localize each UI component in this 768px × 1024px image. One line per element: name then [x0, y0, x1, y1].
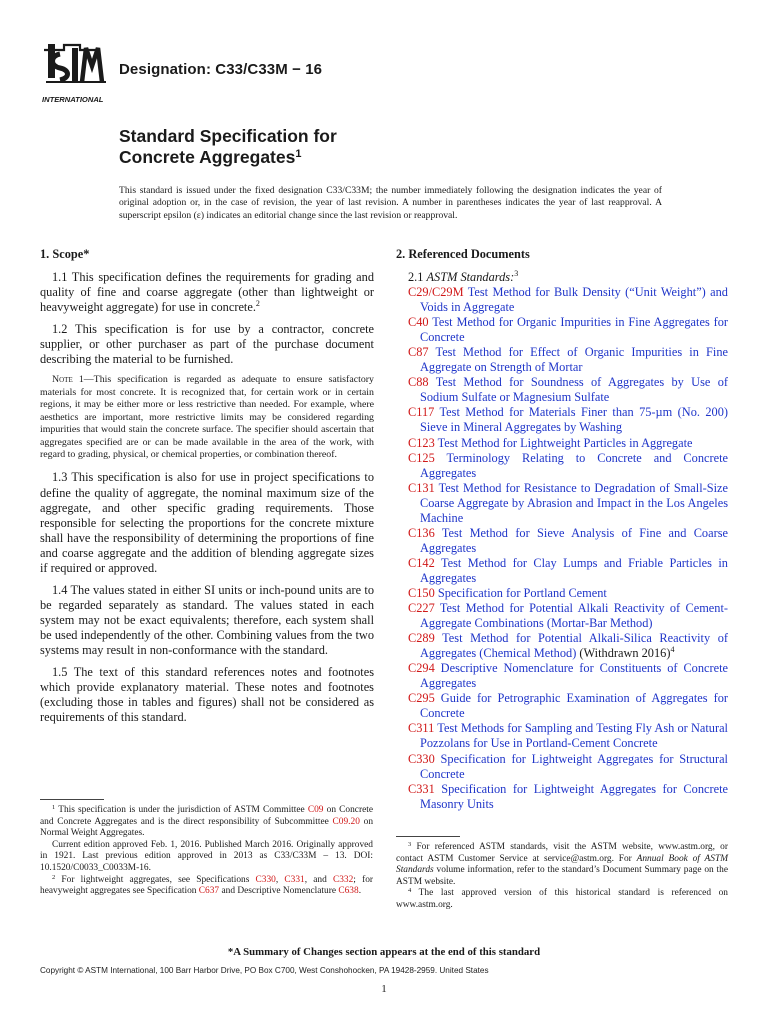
note-text: —This specification is regarded as adequate to ensure satisfactory materials for most concrete. It is recognized that, for certain work or in certain regions, it may be either more or less restrictive than needed. For example, where aesthetics are important, more restrictive limits may be considered regarding impurities that would stain the concrete surface. The specifier should ascertain that aggregates specified are or can be made available in the area of the work, with regard to grading, physical, or chemical properties, or combination thereof. — [40, 374, 374, 460]
fn4-text: The last approved version of this historical standard is referenced on www.astm.org. — [396, 888, 728, 910]
fn1-text-a: This specification is under the jurisdiction of ASTM Committee — [55, 805, 308, 815]
designation-note: This standard is issued under the fixed designation C33/C33M; the number immediately following the designation indicates the year of original adoption or, in the case of revision, the year of last revision. A number in parentheses indicates the year of last reapproval. A superscript epsilon (ε) indicates an editorial change since the last revision or reapproval. — [119, 185, 662, 221]
referenced-documents-heading: 2. Referenced Documents — [396, 247, 530, 261]
reference-title-link[interactable]: Test Method for Potential Alkali-Silica Reactivity of Aggregates (Chemical Method) — [420, 631, 728, 661]
reference-item — [396, 315, 728, 345]
reference-title-link[interactable]: Test Method for Bulk Density (“Unit Weight”) and Voids in Aggregate — [420, 285, 728, 315]
fn2-text-d: . — [358, 886, 362, 897]
fn2-text-b: ; for heavyweight aggregates see Specification — [40, 874, 374, 897]
note-label: Note 1 — [52, 374, 84, 386]
summary-of-changes-note: *A Summary of Changes section appears at the end of this standard — [227, 946, 541, 958]
scope-heading: 1. Scope* — [40, 247, 90, 261]
page-number: 1 — [381, 983, 387, 995]
reference-title-link[interactable]: Test Method for Effect of Organic Impurities in Fine Aggregate on Strength of Mortar — [420, 345, 728, 375]
reference-title-link[interactable]: Specification for Portland Cement — [437, 585, 607, 600]
footnote-rule-right — [396, 836, 460, 837]
reference-title-link[interactable]: Test Method for Clay Lumps and Friable Particles in Aggregates — [420, 555, 728, 585]
left-column — [40, 247, 374, 732]
reference-code-link[interactable]: C40 — [408, 315, 429, 330]
footnotes-left — [40, 805, 373, 898]
reference-title-link[interactable]: Test Method for Potential Alkali Reactivity of Cement-Aggregate Combinations (Mortar-Bar Method) — [420, 601, 728, 631]
link-c332[interactable]: C332 — [332, 874, 354, 885]
fn3-italic: Annual Book of ASTM Standards — [396, 853, 728, 876]
reference-item — [396, 345, 728, 375]
fn4-mark: 4 — [408, 887, 412, 895]
reference-code-link[interactable]: C330 — [408, 751, 435, 766]
reference-item — [396, 661, 728, 691]
reference-code-link[interactable]: C131 — [408, 480, 435, 495]
fn3-mark: 3 — [408, 841, 412, 848]
reference-code-link[interactable]: C311 — [408, 721, 435, 736]
scope-1-4: 1.4 The values stated in either SI units or inch-pound units are to be regarded separately as standard. The values stated in each system may not be exact equivalents; therefore, each system shall be used independently of the other. Combining values from the two systems may result in non-conformance with the standard. — [40, 582, 374, 657]
reference-item — [396, 451, 728, 481]
note-1 — [40, 374, 374, 461]
fn2-sep-2: , and — [304, 874, 333, 885]
reference-code-link[interactable]: C294 — [408, 661, 435, 676]
reference-withdrawn-note: (Withdrawn 2016) — [576, 646, 671, 661]
referenced-standards-list — [396, 285, 728, 812]
reference-item — [396, 721, 728, 751]
logo-text: INTERNATIONAL — [42, 95, 104, 104]
reference-item — [396, 556, 728, 586]
reference-code-link[interactable]: C87 — [408, 345, 429, 360]
reference-title-link[interactable]: Guide for Petrographic Examination of Aggregates for Concrete — [420, 691, 728, 721]
reference-code-link[interactable]: C123 — [408, 435, 435, 450]
fn1-text-c: on Normal Weight Aggregates. — [40, 816, 374, 839]
footnotes-right — [396, 842, 728, 912]
reference-code-link[interactable]: C29/C29M — [408, 285, 464, 300]
footnote-3 — [396, 842, 728, 888]
page-title — [119, 126, 337, 168]
footnote-mark-4[interactable]: 4 — [670, 645, 675, 655]
fn3-text-a: For referenced ASTM standards, visit the ASTM website, www.astm.org, or contact ASTM Customer Service at service@astm.org. For — [396, 842, 728, 864]
reference-item — [396, 691, 728, 721]
scope-1-5: 1.5 The text of this standard references notes and footnotes which provide explanatory material. These notes and footnotes (excluding those in tables and figures) shall not be considered as requirements of this standard. — [40, 665, 374, 725]
reference-item — [396, 481, 728, 526]
scope-1-1 — [40, 270, 374, 315]
scope-1-2: 1.2 This specification is for use by a contractor, concrete supplier, or other purchaser as part of the purchase document describing the material to be furnished. — [40, 322, 374, 367]
reference-item — [396, 586, 728, 601]
title-footnote-mark[interactable]: 1 — [295, 148, 302, 160]
reference-title-link[interactable]: Test Method for Sieve Analysis of Fine and Coarse Aggregates — [420, 525, 728, 555]
reference-title-link[interactable]: Terminology Relating to Concrete and Concrete Aggregates — [420, 450, 728, 480]
right-column — [396, 247, 728, 812]
link-c331[interactable]: C331 — [284, 874, 305, 885]
link-c638[interactable]: C638 — [338, 886, 359, 897]
reference-code-link[interactable]: C227 — [408, 601, 435, 616]
reference-title-link[interactable]: Descriptive Nomenclature for Constituents of Concrete Aggregates — [420, 661, 728, 691]
reference-code-link[interactable]: C117 — [408, 405, 435, 420]
designation: Designation: C33/C33M − 16 — [119, 61, 323, 78]
footnote-2 — [40, 875, 373, 898]
footnote-mark-2[interactable]: 2 — [255, 299, 260, 309]
fn2-mark: 2 — [52, 873, 56, 881]
reference-item — [396, 285, 728, 315]
reference-title-link[interactable]: Test Method for Materials Finer than 75-µm (No. 200) Sieve in Mineral Aggregates by Washing — [420, 405, 728, 435]
reference-title-link[interactable]: Test Method for Soundness of Aggregates by Use of Sodium Sulfate or Magnesium Sulfate — [420, 375, 728, 405]
reference-title-link[interactable]: Test Method for Resistance to Degradation of Small-Size Coarse Aggregate by Abrasion and Impact in the Los Angeles Machine — [420, 480, 728, 525]
link-c09[interactable]: C09 — [307, 805, 324, 815]
title-text: Concrete Aggregates — [119, 147, 296, 167]
fn2-sep-1: , — [275, 874, 285, 885]
reference-code-link[interactable]: C136 — [408, 525, 435, 540]
footnote-mark-3[interactable]: 3 — [514, 269, 519, 278]
scope-1-1-text: 1.1 This specification defines the requirements for grading and quality of fine and coarse aggregate (other than lightweight or heavyweight aggregate) for use in concrete. — [40, 270, 374, 315]
reference-title-link[interactable]: Test Method for Lightweight Particles in Aggregate — [437, 435, 693, 450]
fn2-text-a: For lightweight aggregates, see Specifications — [55, 874, 256, 885]
reference-item — [396, 526, 728, 556]
title-line-1: Standard Specification for — [119, 126, 337, 146]
reference-item — [396, 405, 728, 435]
fn2-text-c: and Descriptive Nomenclature — [219, 886, 339, 897]
astm-logo-icon — [40, 42, 114, 106]
reference-code-link[interactable]: C289 — [408, 631, 435, 646]
footnote-1 — [40, 805, 373, 840]
reference-item — [396, 436, 728, 451]
astm-logo — [40, 42, 114, 106]
reference-title-link[interactable]: Specification for Lightweight Aggregates for Concrete Masonry Units — [420, 781, 728, 811]
footnote-edition: Current edition approved Feb. 1, 2016. Published March 2016. Originally approved in 1921. Last previous edition approved in 2013 as C33/C33M – 13. DOI: 10.1520/C0033_C0033M-16. — [40, 839, 373, 873]
sub-number: 2.1 — [408, 270, 427, 284]
title-line-2 — [119, 147, 337, 168]
scope-1-3: 1.3 This specification is also for use in project specifications to define the quality of aggregate, the nominal maximum size of the aggregate, and other specific grading requirements. Those responsible for selecting the proportions for the concrete mixture shall have the responsibility of determining the proportions of fine and coarse aggregate and the addition of blending aggregate sizes if required or approved. — [40, 470, 374, 575]
reference-item — [396, 782, 728, 812]
fn1-mark: 1 — [52, 804, 56, 811]
link-c637[interactable]: C637 — [198, 886, 220, 897]
fn3-text-b: volume information, refer to the standard’s Document Summary page on the ASTM website. — [396, 865, 728, 887]
reference-title-link[interactable]: Specification for Lightweight Aggregates for Structural Concrete — [420, 751, 728, 781]
reference-title-link[interactable]: Test Methods for Sampling and Testing Fly Ash or Natural Pozzolans for Use in Portland-Cement Concrete — [420, 721, 728, 751]
footnote-4 — [396, 888, 728, 911]
reference-code-link[interactable]: C142 — [408, 555, 435, 570]
fn1-text-b: on Concrete and Concrete Aggregates and is the direct responsibility of Subcommittee — [40, 805, 374, 827]
copyright: Copyright © ASTM International, 100 Barr Harbor Drive, PO Box C700, West Conshohocken, PA 19428-2959. United States — [40, 966, 489, 975]
reference-item — [396, 601, 728, 631]
reference-item — [396, 631, 728, 661]
reference-item — [396, 752, 728, 782]
reference-code-link[interactable]: C295 — [408, 691, 435, 706]
sub-label: ASTM Standards: — [426, 270, 515, 284]
link-c330[interactable]: C330 — [255, 874, 276, 885]
reference-code-link[interactable]: C88 — [408, 375, 429, 390]
reference-code-link[interactable]: C125 — [408, 450, 435, 465]
reference-code-link[interactable]: C150 — [408, 585, 435, 600]
reference-title-link[interactable]: Test Method for Organic Impurities in Fine Aggregates for Concrete — [420, 315, 728, 345]
astm-standards-subheading — [408, 270, 728, 285]
link-c09-20[interactable]: C09.20 — [332, 816, 360, 827]
footnote-rule-left — [40, 799, 104, 800]
reference-code-link[interactable]: C331 — [408, 781, 435, 796]
reference-item — [396, 375, 728, 405]
